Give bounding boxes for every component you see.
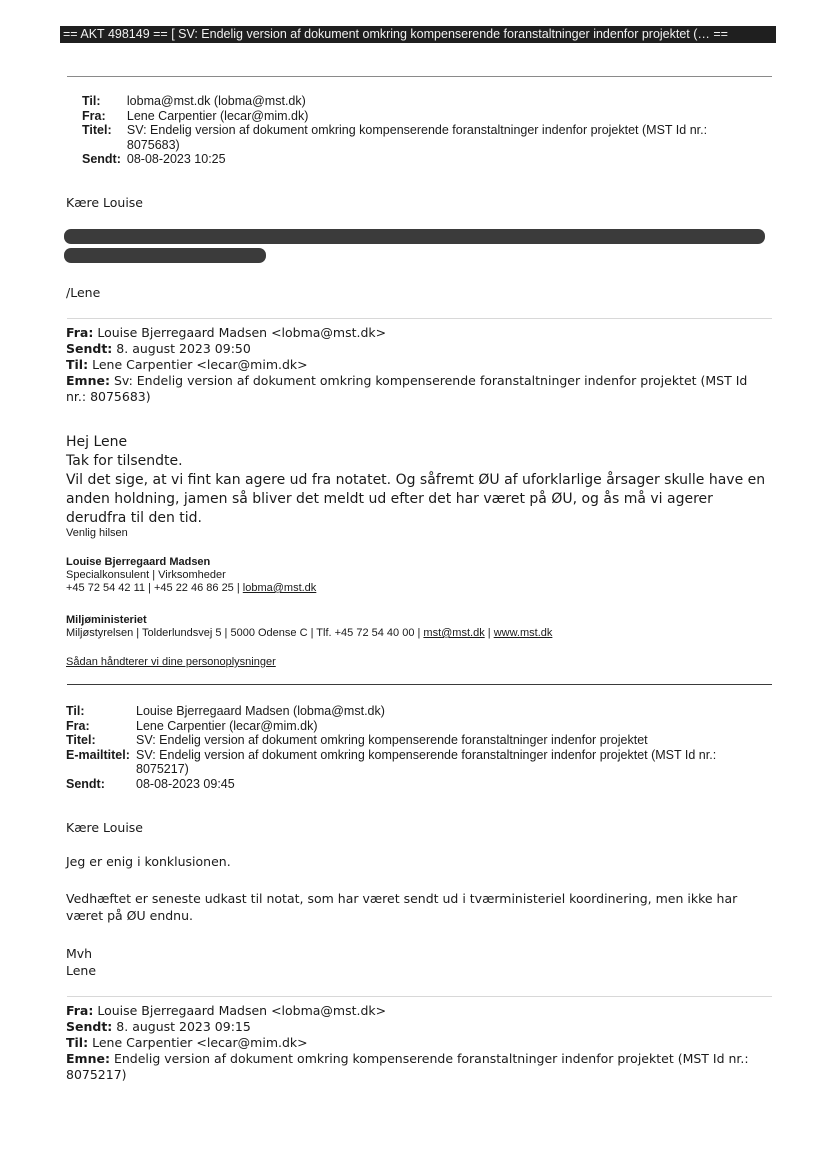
divider — [67, 996, 772, 997]
from-label: Fra: — [66, 1003, 94, 1018]
signature-block — [66, 556, 766, 595]
to-label: Til: — [66, 1035, 89, 1050]
from-value: Lene Carpentier (lecar@mim.dk) — [136, 718, 318, 733]
divider — [67, 318, 772, 319]
org-address: Miljøstyrelsen | Tolderlundsvej 5 | 5000 Odense C | Tlf. +45 72 54 40 00 | — [66, 627, 424, 639]
from-value: Louise Bjerregaard Madsen <lobma@mst.dk> — [97, 325, 387, 340]
sent-label: Sendt: — [66, 776, 105, 791]
closing: Mvh — [66, 946, 93, 961]
greeting: Kære Louise — [66, 820, 143, 835]
to-value: lobma@mst.dk (lobma@mst.dk) — [126, 94, 306, 108]
to-label: Til: — [82, 94, 101, 108]
from-label: Fra: — [82, 108, 106, 123]
signoff: /Lene — [66, 285, 101, 300]
sent-value: 08-08-2023 09:45 — [136, 776, 235, 791]
title-label: Titel: — [82, 123, 112, 137]
paragraph: Tak for tilsendte. — [66, 453, 183, 469]
email-link[interactable]: lobma@mst.dk — [242, 582, 317, 594]
subject-value: Endelig version af dokument omkring kompenserende foranstaltninger indenfor projektet (MST Id nr.: 8075217) — [66, 1051, 749, 1082]
signature-role: Specialkonsulent | Virksomheder — [66, 569, 226, 581]
greeting: Kære Louise — [66, 195, 143, 210]
sent-value: 8. august 2023 09:15 — [116, 1019, 251, 1034]
divider — [67, 76, 772, 77]
sender-name: Lene — [66, 963, 97, 978]
org-block — [66, 614, 766, 640]
sent-label: Sendt: — [66, 1019, 113, 1034]
to-value: Louise Bjerregaard Madsen (lobma@mst.dk) — [136, 704, 385, 718]
org-name: Miljøministeriet — [66, 614, 147, 626]
sent-value: 8. august 2023 09:50 — [116, 341, 251, 356]
subject-label: Emne: — [66, 373, 110, 388]
sent-value: 08-08-2023 10:25 — [126, 152, 226, 166]
to-label: Til: — [66, 704, 85, 718]
greeting: Hej Lene — [66, 434, 128, 450]
signature-name: Louise Bjerregaard Madsen — [66, 556, 211, 568]
redaction-bar — [64, 229, 765, 244]
sent-label: Sendt: — [82, 152, 121, 166]
from-value: Lene Carpentier (lecar@mim.dk) — [126, 108, 309, 123]
title-value: SV: Endelig version af dokument omkring kompenserende foranstaltninger indenfor projektet (MST Id nr.: 8075683) — [126, 123, 708, 152]
email-title-label: E-mailtitel: — [66, 747, 130, 762]
website-link[interactable]: www.mst.dk — [493, 627, 553, 639]
signature-closing: Venlig hilsen — [66, 527, 128, 539]
to-label: Til: — [66, 357, 89, 372]
subject-label: Emne: — [66, 1051, 110, 1066]
from-label: Fra: — [66, 718, 90, 733]
email-header-1 — [82, 94, 742, 167]
redaction-bar — [64, 248, 266, 263]
title-value: SV: Endelig version af dokument omkring kompenserende foranstaltninger indenfor projektet — [136, 733, 648, 747]
divider — [67, 684, 772, 685]
sent-label: Sendt: — [66, 341, 113, 356]
org-email-link[interactable]: mst@mst.dk — [423, 627, 485, 639]
document-banner: == AKT 498149 == [ SV: Endelig version af dokument omkring kompenserende foranstaltninger indenfor projektet (… == — [60, 26, 776, 43]
signature-phones: +45 72 54 42 11 | +45 22 46 86 25 | — [66, 582, 243, 594]
title-label: Titel: — [66, 733, 96, 747]
to-value: Lene Carpentier <lecar@mim.dk> — [92, 1035, 308, 1050]
from-label: Fra: — [66, 325, 94, 340]
paragraph: Jeg er enig i konklusionen. — [66, 854, 231, 869]
to-value: Lene Carpentier <lecar@mim.dk> — [92, 357, 308, 372]
quoted-header-2 — [66, 1003, 756, 1083]
subject-value: Sv: Endelig version af dokument omkring kompenserende foranstaltninger indenfor projektet (MST Id nr.: 8075683) — [66, 373, 748, 404]
separator: | — [484, 627, 494, 639]
paragraph: Vedhæftet er seneste udkast til notat, som har været sendt ud i tværministeriel koordinering, men ikke har været på ØU endnu. — [66, 891, 738, 923]
privacy-link[interactable]: Sådan håndterer vi dine personoplysninger — [66, 656, 276, 668]
message-body-2 — [66, 433, 771, 528]
email-header-2 — [66, 704, 766, 791]
email-title-value: SV: Endelig version af dokument omkring kompenserende foranstaltninger indenfor projektet (MST Id nr.: 8075217) — [136, 747, 717, 776]
quoted-header-1 — [66, 325, 756, 405]
paragraph: Vil det sige, at vi fint kan agere ud fra notatet. Og såfremt ØU af uforklarlige årsager skulle have en anden holdning, jamen så bliver det meldt ud efter det har været på ØU, og ås må vi agerer derudfra til den tid. — [66, 472, 766, 526]
from-value: Louise Bjerregaard Madsen <lobma@mst.dk> — [97, 1003, 387, 1018]
